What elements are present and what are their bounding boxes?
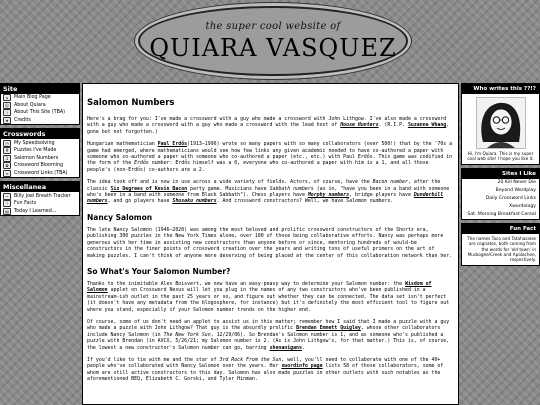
nav-section-title: Site bbox=[1, 84, 79, 94]
book-icon: ▤ bbox=[3, 208, 11, 215]
wind-icon: ~ bbox=[3, 193, 11, 200]
nav-item-label: Crossword Blooming bbox=[14, 163, 64, 169]
nav-item-crossword-links[interactable] bbox=[1, 170, 79, 178]
nav-section-title: Miscellanea bbox=[1, 182, 79, 192]
nav-item-fun-facts[interactable] bbox=[1, 200, 79, 208]
six-degrees-link[interactable]: Six Degrees of Kevin Bacon bbox=[110, 185, 188, 192]
site-link[interactable]: 20 Kill Never Die bbox=[497, 179, 536, 185]
nav-item-crossword-blooming[interactable] bbox=[1, 162, 79, 170]
section-title-nancy: Nancy Salomon bbox=[87, 212, 153, 222]
whats-paragraph: Thanks to the inimitable Alex Boisvert, we now have an easy-peasy way to determine your Salomon number: the Wisdom of Salomon applet on Crossword Nexus will let you plug in the names of any two constructors who've been published in a mainstream-ish outlet in the past 25 years or so, and figure out whether they can be connected. The data set isn't perfect (it doesn't have any metadata from the blogosphere, for instance) but it's definitely the most efficient tool to figure out where you stand, especially if your Salomon number trends on the higher end. bbox=[87, 280, 450, 313]
fun-fact-title: Fun Fact bbox=[462, 224, 539, 234]
idea-paragraph: The idea took off and is now in use across a wide variety of fields. Actors, of course, have the Bacon number, after the classic Six Degrees of Kevin Bacon party game. Musicians have Sabbath numbers (as in, "have you been in a band with someone who's been in a band with someone from Black Sabbath"). Chess players have Morphy numbers, bridge players have Dunderbill numbers, and go players have Shusaku numbers. And crossword constructors? Well, we have Salomon numbers. bbox=[87, 179, 450, 205]
house-hunters-text: House Hunters bbox=[340, 122, 379, 129]
nav-item-label: Credits bbox=[14, 118, 31, 124]
paul-erdos-link[interactable]: Paul Erdős bbox=[157, 141, 188, 148]
nav-item-label: About Quiara bbox=[14, 102, 46, 108]
shusaku-numbers-link[interactable]: Shusaku numbers bbox=[172, 198, 217, 205]
suzanne-whang-link[interactable]: Suzanne Whang bbox=[407, 122, 447, 129]
nav-section-title: Crosswords bbox=[1, 129, 79, 139]
nav-item-label: Crossword Links (TBA) bbox=[14, 171, 68, 177]
intro-paragraph: Here's a brag for you: I've made a crossword with a guy who made a crossword with John Lithgow. I've also made a crossword with a guy who made a crossword with a guy who made a crossword with the lead host of House Hunters. (R.I.P. Suzanne Whang, gone but not forgotten.) bbox=[87, 116, 450, 135]
clock-icon: ◷ bbox=[3, 140, 11, 147]
nav-item-speedsolving[interactable] bbox=[1, 139, 79, 147]
site-logo[interactable] bbox=[138, 6, 408, 76]
nav-item-label: Fun Facts bbox=[14, 201, 37, 207]
nav-section-crosswords bbox=[0, 128, 80, 178]
sites-box bbox=[461, 168, 540, 220]
main-content bbox=[82, 83, 459, 405]
erdos-paragraph: Hungarian mathematician Paul Erdős(1913–1996) wrote so many papers with so many collaborators (over 500!) that by the '70s a game had emerged, where mathematicians would see how few links any given academic needed to have co-authored a paper with someone who co-authored a paper with someone who co-authored a paper (etc., etc.) with Paul Erdős. This game was codified in the form of the Erdős number: Erdős himself was a 0, everyone who co-authored a paper with him is a 1, and all those people's (non-Erdős) co-authors are a 2. bbox=[87, 141, 453, 173]
closing-paragraph: If you'd like to tie with me and the star of 3rd Rock From the Sun, well, you'll need to collaborate with one of the 40+ people who've collaborated with Nancy Salomon over the years. Her xwordinfo page lists 58 of those collaborators, some of whom are still active constructors to this day. Salomon has also made puzzles in other outlets with such notables as the aforementioned BEQ, Elizabeth C. Gorski, and Tyler Hinman. bbox=[87, 356, 444, 383]
nav-item-credits[interactable] bbox=[1, 117, 79, 125]
site-link[interactable]: Daily Crossword Links bbox=[485, 195, 536, 201]
section-title-whats: So What's Your Salomon Number? bbox=[87, 266, 231, 276]
morphy-numbers-link[interactable]: Morphy numbers bbox=[307, 192, 350, 199]
nav-item-label: Main Blog Page bbox=[14, 95, 51, 101]
logo-subtitle: the super cool website of bbox=[205, 21, 341, 32]
nav-section-miscellanea bbox=[0, 181, 80, 216]
site-header bbox=[0, 0, 540, 80]
xwordinfo-link[interactable]: xwordinfo page bbox=[281, 363, 323, 370]
nav-section-site bbox=[0, 83, 80, 125]
nancy-paragraph: The late Nancy Salomon (1946–2020) was among the most beloved and prolific crossword constructors of the Shortz era, publishing 300 puzzles in the New York Times alone, over 100 of those being collaborative efforts. Nancy was perhaps more generous with her time in assisting new constructors than anyone before or since, mentoring hundreds of would-be constructors in the finer points of crossword creation over the years and writing tons of useful primers on the art of making puzzles. I can't think of anyone more deserving of being placed at the center of this collaboration network than her. bbox=[87, 226, 453, 259]
nav-item-label: My Speedsolving bbox=[14, 140, 55, 146]
nav-item-label: Puzzles I've Made bbox=[14, 148, 57, 154]
shenanigans-link[interactable]: shenanigans bbox=[269, 344, 302, 351]
nav-item-salomon-numbers[interactable] bbox=[1, 155, 79, 163]
sites-title: Sites I Like bbox=[462, 169, 539, 179]
who-box bbox=[461, 83, 540, 165]
number-icon: 1 bbox=[3, 155, 11, 162]
nav-item-til[interactable] bbox=[1, 208, 79, 216]
logo-title: QUIARA VASQUEZ bbox=[149, 34, 397, 62]
star-icon: ★ bbox=[3, 117, 11, 124]
person-icon: ☺ bbox=[4, 102, 10, 108]
grid-icon: # bbox=[3, 147, 11, 154]
fun-fact-box bbox=[461, 223, 540, 266]
nav-item-billy-joel[interactable] bbox=[1, 192, 79, 200]
home-icon: ⌂ bbox=[3, 94, 11, 101]
nav-item-label: About This Site (TBA) bbox=[14, 110, 66, 116]
author-caption: Hi, I'm Quiara. This is my super cool web site! I hope you like it. bbox=[467, 151, 534, 162]
nav-item-about-site[interactable] bbox=[1, 109, 79, 117]
nav-item-about-quiara[interactable] bbox=[1, 102, 79, 110]
page-title: Salomon Numbers bbox=[87, 98, 175, 108]
nav-item-label: Salomon Numbers bbox=[14, 155, 59, 161]
dunderbill-numbers-link[interactable]: Dunderbill numbers bbox=[87, 192, 444, 205]
author-portrait bbox=[476, 97, 526, 149]
right-sidebar bbox=[461, 83, 540, 269]
left-sidebar bbox=[0, 83, 80, 219]
beq-link[interactable]: Brendan Emmett Quigley bbox=[296, 325, 361, 332]
info-icon: i bbox=[3, 109, 11, 116]
site-link[interactable]: Sat. Morning Breakfast Cereal bbox=[467, 211, 536, 217]
link-icon: ∞ bbox=[3, 170, 11, 177]
nav-item-puzzles-made[interactable] bbox=[1, 147, 79, 155]
nav-item-label: Today I Learned... bbox=[14, 208, 57, 214]
fun-fact-text: The names Taco and Tatahasiese are cognates, both coming from the words for 'old town' in Muskogee/Creek and Apalachee, respectively. bbox=[467, 235, 536, 263]
site-link[interactable]: Beyond Wordplay bbox=[495, 187, 536, 193]
nav-item-main-blog[interactable] bbox=[1, 94, 79, 102]
nav-item-label: Billy Joel Breath Tracker bbox=[14, 193, 71, 199]
site-link[interactable]: Xwordology bbox=[509, 203, 536, 209]
wisdom-of-salomon-link[interactable]: Wisdom of Salomon bbox=[87, 280, 432, 294]
course-paragraph: Of course, some of us don't need an applet to assist us in this matter; remember how I said that I made a puzzle with a guy who made a puzzle with John Lithgow? That guy is the absurdly prolific Brendan Emmett Quigley, whose other collaborators include Nancy Salomon (in The New York Sun, 12/29/06). So Brendan's Salomon number is 1, and as someone who's published a puzzle with Brendan (in AVCX, 5/26/21; my Salomon number is 2. (As is John Lithgow's, for that matter.) This is, of course, the lowest a new constructor's Salomon number can go, barring shenanigans. bbox=[87, 318, 450, 351]
bulb-icon: ! bbox=[3, 200, 11, 207]
flower-icon: ✿ bbox=[3, 162, 11, 169]
who-title: Who writes this ??!? bbox=[462, 84, 539, 94]
